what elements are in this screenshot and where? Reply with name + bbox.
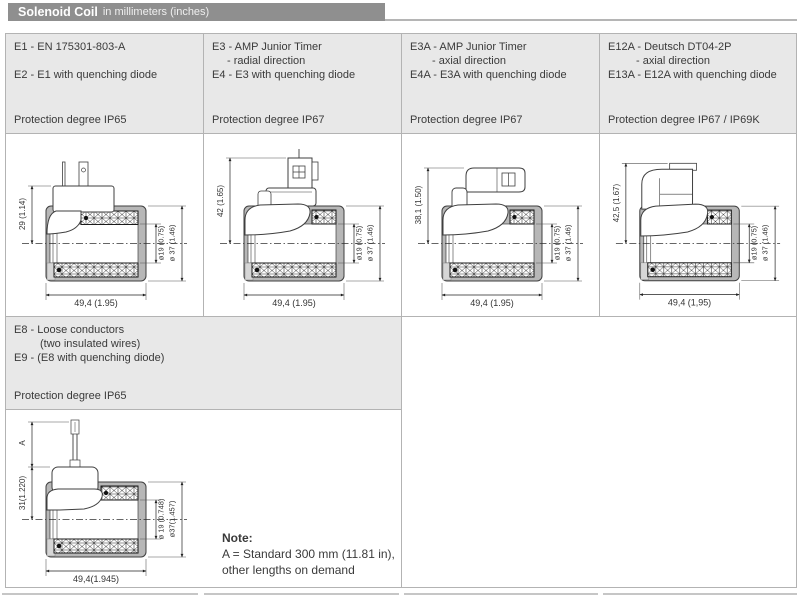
dim-height: 31(1.220) <box>18 475 27 511</box>
dim-inner-dia: ø19 (0.75) <box>354 225 364 261</box>
variant-line: - axial direction <box>432 55 506 67</box>
dim-inner-dia: ø19 (0.75) <box>156 225 166 261</box>
title-rule <box>385 19 797 21</box>
header-cell-e3a-e4a <box>401 33 600 134</box>
drawing-cell-e1-e2 <box>5 133 204 317</box>
dim-outer-dia: ø 37 (1.46) <box>563 224 573 262</box>
note-line: other lengths on demand <box>222 563 355 577</box>
dim-width: 49,4 (1.95) <box>74 298 118 308</box>
din-pin-hole <box>82 168 86 172</box>
variant-line: E1 - EN 175301-803-A <box>14 41 126 53</box>
dim-height: 42 (1.65) <box>216 184 225 218</box>
dim-height: 42,5 (1.67) <box>611 183 621 223</box>
protection-degree: Protection degree IP67 <box>410 114 523 126</box>
dim-outer-dia: ø 37 (1.46) <box>760 224 770 262</box>
dim-width: 49,4 (1.95) <box>272 298 316 308</box>
dim-outer-dia: ø 37 (1.46) <box>167 224 177 262</box>
deutsch-body <box>642 169 693 209</box>
coil-drawing-din-connector <box>6 134 203 316</box>
dim-height: 38,1 (1.50) <box>414 185 423 225</box>
dim-inner-dia: ø 19 (0.748) <box>156 498 166 540</box>
drawing-cell-e3a-e4a <box>401 133 600 317</box>
variant-line: E9 - (E8 with quenching diode) <box>14 352 165 364</box>
bottom-rule-segment <box>404 593 598 595</box>
variant-line: - axial direction <box>636 55 710 67</box>
dim-inner-dia: ø19 (0.75) <box>749 225 759 261</box>
dim-width: 49,4 (1,95) <box>667 297 712 308</box>
variant-line: E3A - AMP Junior Timer <box>410 41 527 53</box>
din-pin-flat <box>63 162 66 186</box>
variant-line: E8 - Loose conductors <box>14 324 125 336</box>
coil-drawing-loose-wires <box>6 410 203 588</box>
variant-line: E13A - E12A with quenching diode <box>608 69 777 81</box>
drawing-cell-e8-e9 <box>5 409 402 588</box>
protection-degree: Protection degree IP67 <box>212 114 325 126</box>
header-cell-e3-e4 <box>203 33 402 134</box>
bottom-rule-segment <box>204 593 399 595</box>
coil-drawing-amp-axial <box>402 134 599 316</box>
drawing-cell-e3-e4 <box>203 133 402 317</box>
variant-line <box>14 54 199 68</box>
variant-line: E3 - AMP Junior Timer <box>212 41 322 53</box>
variants-table <box>5 33 797 588</box>
din-pin-wide <box>79 162 88 186</box>
page-subtitle: in millimeters (inches) <box>102 6 210 18</box>
dim-outer-dia: ø37(1.457) <box>167 500 177 538</box>
variant-line: (two insulated wires) <box>40 338 141 350</box>
dim-inner-dia: ø19 (0.75) <box>552 225 562 261</box>
winding-hatch-top <box>81 211 138 225</box>
protection-degree: Protection degree IP67 / IP69K <box>608 114 760 126</box>
dim-wire-length: A <box>18 440 27 446</box>
title-bar <box>8 3 385 21</box>
coil-drawing-amp-radial <box>204 134 401 316</box>
variant-line: E4 - E3 with quenching diode <box>212 69 356 81</box>
variant-line: E12A - Deutsch DT04-2P <box>608 41 732 53</box>
page-title: Solenoid Coil <box>18 5 98 19</box>
amp-latch <box>312 162 318 180</box>
dim-width: 49,4(1.945) <box>72 574 120 584</box>
variant-line: E4A - E3A with quenching diode <box>410 69 567 81</box>
amp-base <box>266 188 316 206</box>
note-block <box>222 530 395 578</box>
protection-degree: Protection degree IP65 <box>14 390 127 402</box>
protection-degree: Protection degree IP65 <box>14 114 127 126</box>
variant-line: E2 - E1 with quenching diode <box>14 69 158 81</box>
variant-line: - radial direction <box>227 55 306 67</box>
drawing-cell-e12a-e13a <box>599 133 797 317</box>
coil-drawing-deutsch-axial <box>600 134 796 316</box>
din-plug-body <box>53 186 114 212</box>
dim-width: 49,4 (1.95) <box>470 298 514 308</box>
note-label: Note: <box>222 531 253 545</box>
dim-outer-dia: ø 37 (1.46) <box>365 224 375 262</box>
header-cell-e8-e9 <box>5 316 402 410</box>
header-cell-e1-e2 <box>5 33 204 134</box>
bottom-rule-segment <box>603 593 797 595</box>
amp-axial-body <box>466 168 525 192</box>
bottom-rule-segment <box>2 593 198 595</box>
empty-cell <box>401 316 797 588</box>
note-line: A = Standard 300 mm (11.81 in), <box>222 547 395 561</box>
header-cell-e12a-e13a <box>599 33 797 134</box>
dim-height: 29 (1.14) <box>18 197 27 231</box>
